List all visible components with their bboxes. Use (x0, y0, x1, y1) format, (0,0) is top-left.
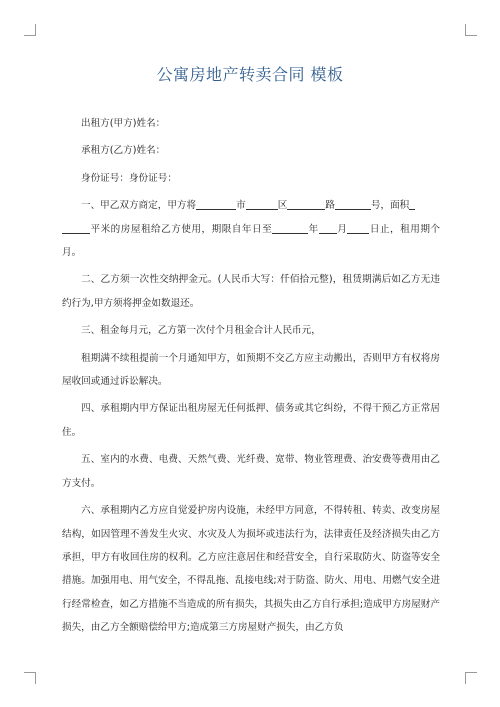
road-blank (287, 197, 325, 210)
clause-1-text-g: 年 (308, 223, 319, 235)
clause-4: 四、承租期内甲方保证出租房屋无任何抵押、债务或其它纠纷，不得干预乙方正常居住。 (62, 403, 440, 438)
crop-mark-bottom-left (24, 672, 36, 684)
crop-mark-top-left (24, 24, 36, 36)
clause-1-text-i: 日止，租用期个月。 (62, 223, 441, 259)
clause-3-continued: 租期满不续租提前一个月通知甲方，如预期不交乙方应主动搬出，否则甲方有权将房屋收回或通过诉讼解决。 (62, 352, 440, 388)
area-blank-end (409, 197, 415, 210)
id-number-field: 身份证号：身份证号： (81, 172, 177, 184)
day-blank (347, 221, 369, 234)
clause-2: 二、乙方须一次性交纳押金元。(人民币大写：仟佰拾元整)，租赁期满后如乙方无违约行为,甲方须将押金如数退还。 (62, 274, 440, 309)
number-blank (335, 197, 371, 210)
city-blank (196, 197, 236, 210)
clause-1-text-a: 一、甲乙双方商定，甲方将 (81, 200, 197, 212)
clause-3: 三、租金每月元，乙方第一次付个月租金合计人民币元， (81, 325, 321, 337)
clause-1-text-d: 路 (325, 200, 335, 212)
lessor-name-field: 出租方(甲方)姓名： (81, 118, 166, 129)
clause-1-text-e: 号，面积 (370, 200, 410, 212)
clause-5: 五、室内的水费、电费、天然气费、光纤费、宽带、物业管理费、治安费等费用由乙方支付。 (62, 454, 440, 489)
year-blank (272, 221, 308, 234)
crop-mark-bottom-right (465, 672, 477, 684)
district-blank (246, 197, 278, 210)
clause-1-text-h: 月 (336, 223, 348, 235)
clause-1-text-b: 市 (236, 200, 246, 212)
area-blank (62, 221, 90, 234)
crop-mark-top-right (465, 24, 477, 36)
lessee-name-field: 承租方(乙方)姓名： (81, 145, 166, 157)
document-body (62, 112, 440, 640)
clause-1-text-f: 平米的房屋租给乙方使用，期限自年日至 (90, 223, 273, 235)
month-blank (319, 221, 337, 234)
document-title: 公寓房地产转卖合同 模板 (156, 65, 344, 84)
clause-1-text-c: 区 (277, 200, 288, 212)
clause-6: 六、承租期内乙方应自觉爱护房内设施，未经甲方同意，不得转租、转卖、改变房屋结构，如因管理不善发生火灾、水灾及人为损坏或违法行为，法律责任及经济损失由乙方承担，甲方有收回住房的权利。乙方应注意居住和经营安全，自行采取防火、防盗等安全措施。加强用电、用气安全，不得乱拖、乱接电线;对于防盗、防火、用电、用燃气安全进行经常检查，如乙方措施不当造成的所有损失，其损失由乙方自行承担;造成甲方房屋财产损失，由乙方全额赔偿给甲方;造成第三方房屋财产损失，由乙方负 (62, 505, 440, 634)
clause-1 (62, 194, 440, 264)
